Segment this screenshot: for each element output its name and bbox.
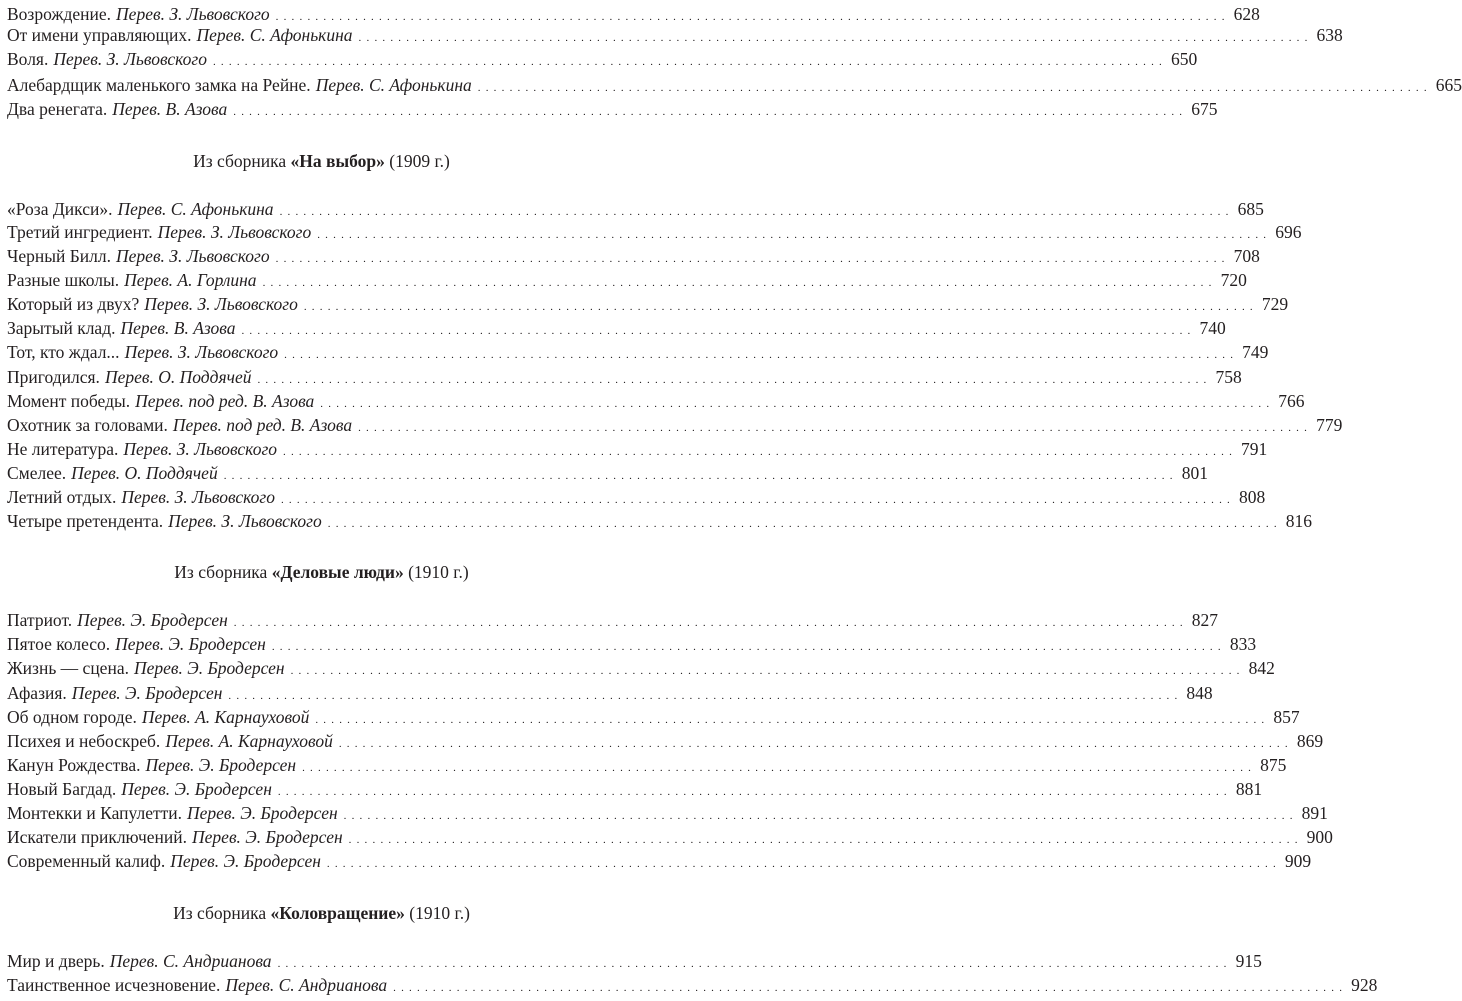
heading-close-quote: » <box>376 151 385 171</box>
section-heading <box>0 559 643 585</box>
entry-page-number: 665 <box>1435 75 1462 95</box>
collection-title: Коловращение <box>279 903 397 923</box>
entry-page-number: 628 <box>1233 4 1260 24</box>
toc-entry <box>7 315 1226 341</box>
heading-year: (1910 г.) <box>409 903 470 923</box>
section-heading <box>0 148 643 174</box>
toc-entry <box>7 388 1305 414</box>
entry-title: Искатели приключений. <box>7 827 188 847</box>
heading-year: (1910 г.) <box>408 562 469 582</box>
entry-page-number: 891 <box>1301 803 1328 823</box>
entry-translator: Перев. А. Карнауховой <box>165 731 333 751</box>
dot-leader: ........................................................................................................................ <box>279 206 1234 218</box>
toc-entry <box>7 243 1260 269</box>
entry-page-number: 675 <box>1191 99 1218 119</box>
dot-leader: ........................................................................................................................ <box>326 858 1281 870</box>
entry-title: Воля. <box>7 49 49 69</box>
dot-leader: ........................................................................................................................ <box>233 106 1188 118</box>
dot-leader: ........................................................................................................................ <box>241 325 1196 337</box>
entry-translator: Перев. З. Львовского <box>116 246 270 266</box>
entry-translator: Перев. С. Афонькина <box>196 25 353 45</box>
entry-page-number: 875 <box>1260 755 1287 775</box>
entry-page-number: 909 <box>1284 851 1312 871</box>
entry-page-number: 729 <box>1261 294 1289 314</box>
entry-translator: Перев. Э. Бродерсен <box>71 683 223 703</box>
entry-translator: Перев. З. Львовского <box>124 342 279 362</box>
entry-page-number: 827 <box>1191 610 1219 630</box>
dot-leader: ........................................................................................................................ <box>233 617 1188 629</box>
collection-title: На выбор <box>299 151 377 171</box>
entry-translator: Перев. А. Карнауховой <box>141 707 310 727</box>
dot-leader: ........................................................................................................................ <box>358 422 1313 434</box>
entry-translator: Перев. З. Львовского <box>116 4 270 24</box>
toc-entry <box>7 631 1257 657</box>
toc-entry <box>7 776 1263 802</box>
toc-entry <box>7 291 1289 317</box>
entry-title: Пятое колесо. <box>7 634 111 654</box>
entry-title: Не литература. <box>7 439 119 459</box>
heading-open-quote: « <box>290 151 300 171</box>
toc-entry <box>7 508 1313 534</box>
entry-page-number: 708 <box>1233 246 1260 266</box>
dot-leader: ........................................................................................................................ <box>284 349 1239 361</box>
toc-entry <box>7 412 1343 438</box>
toc-entry <box>7 848 1312 874</box>
entry-title: Тот, кто ждал... <box>7 342 120 362</box>
entry-translator: Перев. З. Львовского <box>53 49 207 69</box>
entry-page-number: 842 <box>1248 658 1275 678</box>
entry-page-number: 685 <box>1237 199 1264 219</box>
entry-title: Летний отдых. <box>7 487 117 507</box>
toc-entry <box>7 267 1247 293</box>
dot-leader: ........................................................................................................................ <box>228 690 1183 702</box>
entry-title: Зарытый клад. <box>7 318 116 338</box>
entry-title: Который из двух? <box>7 294 140 314</box>
dot-leader: ........................................................................................................................ <box>343 810 1298 822</box>
toc-entry <box>7 484 1266 510</box>
entry-title: Алебардщик маленького замка на Рейне. <box>7 75 311 95</box>
dot-leader: ........................................................................................................................ <box>271 641 1226 653</box>
entry-translator: Перев. С. Афонькина <box>117 199 274 219</box>
entry-title: Четыре претендента. <box>7 511 164 531</box>
dot-leader: ........................................................................................................................ <box>317 229 1272 241</box>
toc-entry <box>7 72 1462 98</box>
dot-leader: ........................................................................................................................ <box>262 277 1217 289</box>
entry-page-number: 749 <box>1242 342 1269 362</box>
entry-translator: Перев. Э. Бродерсен <box>170 851 321 871</box>
entry-title: Жизнь — сцена. <box>7 658 129 678</box>
entry-translator: Перев. З. Львовского <box>168 511 322 531</box>
entry-title: «Роза Дикси». <box>7 199 113 219</box>
toc-entry <box>7 219 1302 245</box>
entry-title: Третий ингредиент. <box>7 222 153 242</box>
dot-leader: ........................................................................................................................ <box>290 665 1245 677</box>
entry-title: Таинственное исчезновение. <box>7 975 221 995</box>
entry-page-number: 650 <box>1170 49 1198 69</box>
entry-title: Канун Рождества. <box>7 755 141 775</box>
entry-page-number: 857 <box>1273 707 1300 727</box>
heading-prefix: Из сборника <box>193 151 287 171</box>
entry-translator: Перев. З. Львовского <box>121 487 275 507</box>
entry-title: Современный калиф. <box>7 851 166 871</box>
entry-page-number: 638 <box>1316 25 1343 45</box>
entry-title: Мир и дверь. <box>7 951 105 971</box>
dot-leader: ........................................................................................................................ <box>277 958 1232 970</box>
toc-entry <box>7 824 1333 850</box>
collection-title: Деловые люди <box>280 562 395 582</box>
entry-title: Смелее. <box>7 463 67 483</box>
entry-title: Монтекки и Капулетти. <box>7 803 182 823</box>
entry-title: Момент победы. <box>7 391 131 411</box>
heading-open-quote: « <box>271 562 281 582</box>
toc-entry <box>7 46 1198 72</box>
toc-entry <box>7 948 1262 974</box>
entry-page-number: 720 <box>1220 270 1247 290</box>
heading-close-quote: » <box>396 903 405 923</box>
toc-entry <box>7 800 1328 826</box>
entry-title: Пригодился. <box>7 367 100 387</box>
toc-entry <box>7 972 1378 998</box>
entry-translator: Перев. под ред. В. Азова <box>135 391 315 411</box>
toc-entry <box>7 339 1269 365</box>
heading-open-quote: « <box>270 903 280 923</box>
entry-translator: Перев. Э. Бродерсен <box>192 827 343 847</box>
heading-year: (1909 г.) <box>389 151 450 171</box>
dot-leader: ........................................................................................................................ <box>212 56 1167 68</box>
entry-page-number: 801 <box>1181 463 1208 483</box>
entry-translator: Перев. Э. Бродерсен <box>187 803 338 823</box>
entry-title: От имени управляющих. <box>7 25 192 45</box>
toc-entry <box>7 752 1287 778</box>
toc-entry <box>7 680 1213 706</box>
dot-leader: ........................................................................................................................ <box>477 82 1432 94</box>
entry-page-number: 779 <box>1316 415 1343 435</box>
entry-translator: Перев. Э. Бродерсен <box>115 634 266 654</box>
entry-translator: Перев. З. Львовского <box>144 294 298 314</box>
entry-title: Два ренегата. <box>7 99 108 119</box>
entry-page-number: 740 <box>1199 318 1226 338</box>
toc-entry <box>7 460 1208 486</box>
toc-entry <box>7 704 1300 730</box>
entry-page-number: 928 <box>1351 975 1378 995</box>
entry-translator: Перев. З. Львовского <box>123 439 278 459</box>
dot-leader: ........................................................................................................................ <box>283 446 1238 458</box>
toc-entry <box>7 22 1343 48</box>
toc-entry <box>7 96 1218 122</box>
entry-title: Об одном городе. <box>7 707 137 727</box>
entry-translator: Перев. Э. Бродерсен <box>121 779 272 799</box>
dot-leader: ........................................................................................................................ <box>315 714 1270 726</box>
toc-entry <box>7 607 1219 633</box>
entry-title: Черный Билл. <box>7 246 112 266</box>
entry-page-number: 900 <box>1306 827 1333 847</box>
entry-translator: Перев. А. Горлина <box>124 270 257 290</box>
dot-leader: ........................................................................................................................ <box>275 11 1230 23</box>
entry-page-number: 833 <box>1229 634 1257 654</box>
dot-leader: ........................................................................................................................ <box>393 982 1348 994</box>
entry-translator: Перев. З. Львовского <box>157 222 312 242</box>
entry-translator: Перев. Э. Бродерсен <box>145 755 297 775</box>
dot-leader: ........................................................................................................................ <box>358 32 1313 44</box>
entry-title: Новый Багдад. <box>7 779 117 799</box>
dot-leader: ........................................................................................................................ <box>223 470 1178 482</box>
entry-page-number: 869 <box>1296 731 1324 751</box>
entry-translator: Перев. под ред. В. Азова <box>172 415 353 435</box>
entry-translator: Перев. В. Азова <box>120 318 236 338</box>
entry-page-number: 848 <box>1186 683 1213 703</box>
entry-translator: Перев. О. Поддячей <box>104 367 252 387</box>
entry-translator: Перев. С. Андрианова <box>225 975 388 995</box>
dot-leader: ........................................................................................................................ <box>303 301 1258 313</box>
entry-page-number: 915 <box>1235 951 1262 971</box>
toc-entry <box>7 436 1268 462</box>
dot-leader: ........................................................................................................................ <box>280 494 1235 506</box>
entry-page-number: 758 <box>1215 367 1242 387</box>
dot-leader: ........................................................................................................................ <box>277 786 1232 798</box>
entry-page-number: 766 <box>1278 391 1305 411</box>
entry-page-number: 881 <box>1235 779 1263 799</box>
toc-entry <box>7 655 1275 681</box>
dot-leader: ........................................................................................................................ <box>257 374 1212 386</box>
entry-title: Психея и небоскреб. <box>7 731 161 751</box>
entry-translator: Перев. В. Азова <box>112 99 228 119</box>
entry-title: Возрождение. <box>7 4 112 24</box>
entry-title: Охотник за головами. <box>7 415 168 435</box>
toc-entry <box>7 364 1242 390</box>
dot-leader: ........................................................................................................................ <box>320 398 1275 410</box>
entry-page-number: 816 <box>1285 511 1313 531</box>
entry-page-number: 696 <box>1275 222 1302 242</box>
entry-title: Разные школы. <box>7 270 120 290</box>
dot-leader: ........................................................................................................................ <box>302 762 1257 774</box>
entry-translator: Перев. С. Андрианова <box>109 951 272 971</box>
entry-translator: Перев. О. Поддячей <box>71 463 218 483</box>
heading-prefix: Из сборника <box>173 903 267 923</box>
entry-translator: Перев. Э. Бродерсен <box>133 658 285 678</box>
toc-entry <box>7 728 1324 754</box>
entry-page-number: 791 <box>1241 439 1268 459</box>
dot-leader: ........................................................................................................................ <box>338 738 1293 750</box>
dot-leader: ........................................................................................................................ <box>348 834 1303 846</box>
entry-translator: Перев. Э. Бродерсен <box>77 610 228 630</box>
entry-title: Патриот. <box>7 610 73 630</box>
dot-leader: ........................................................................................................................ <box>275 253 1230 265</box>
heading-prefix: Из сборника <box>174 562 268 582</box>
entry-title: Афазия. <box>7 683 67 703</box>
section-heading <box>0 900 643 926</box>
entry-translator: Перев. С. Афонькина <box>315 75 472 95</box>
dot-leader: ........................................................................................................................ <box>327 518 1282 530</box>
entry-page-number: 808 <box>1238 487 1266 507</box>
heading-close-quote: » <box>394 562 404 582</box>
